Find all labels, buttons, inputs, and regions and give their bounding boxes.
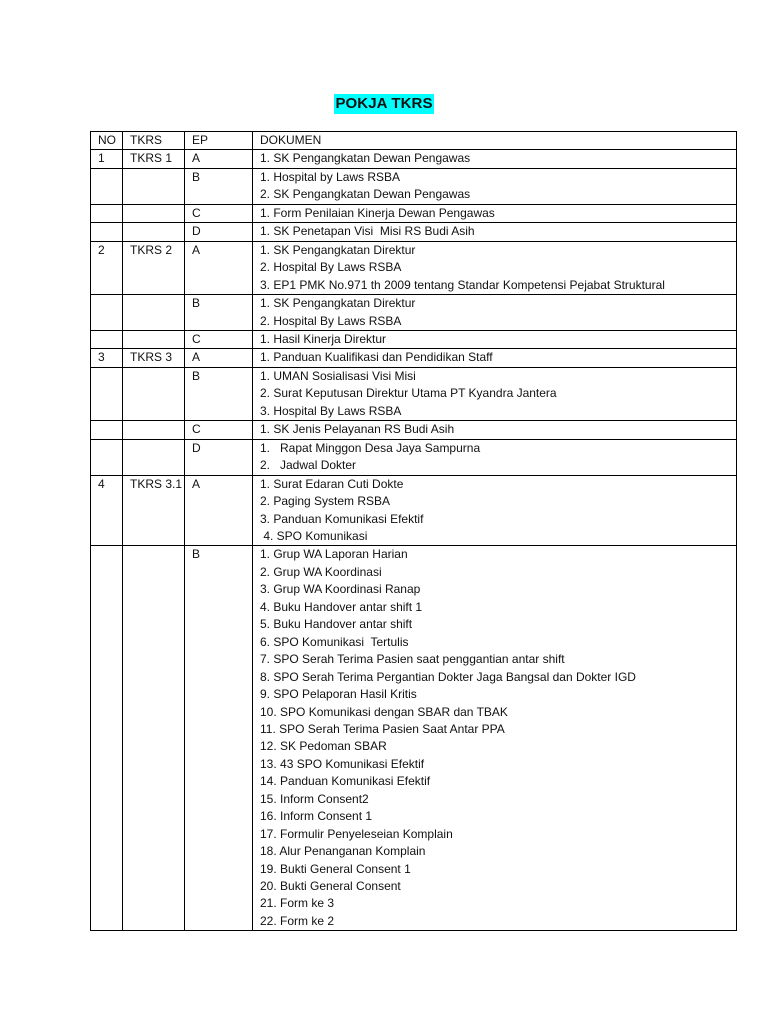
- cell-tkrs: [123, 367, 185, 420]
- document-item: 17. Formulir Penyeleseian Komplain: [260, 826, 453, 841]
- cell-no: [91, 546, 123, 931]
- cell-ep: D: [185, 439, 253, 475]
- cell-dokumen: [253, 349, 737, 367]
- cell-dokumen: [253, 241, 737, 294]
- cell-no: [91, 168, 123, 204]
- table-row: [91, 546, 737, 931]
- cell-tkrs: [123, 421, 185, 439]
- table-row: [91, 439, 737, 475]
- document-item: 3. Grup WA Koordinasi Ranap: [260, 582, 421, 597]
- cell-tkrs: [123, 439, 185, 475]
- header-no: NO: [91, 132, 123, 150]
- document-item: 2. Hospital By Laws RSBA: [260, 313, 402, 328]
- cell-tkrs: [123, 295, 185, 331]
- table-row: [91, 475, 737, 546]
- document-item: 11. SPO Serah Terima Pasien Saat Antar PPA: [260, 721, 505, 736]
- table-row: [91, 241, 737, 294]
- cell-no: [91, 295, 123, 331]
- document-item: 10. SPO Komunikasi dengan SBAR dan TBAK: [260, 704, 508, 719]
- document-item: 22. Form ke 2: [260, 913, 335, 928]
- page-title: POKJA TKRS: [335, 95, 433, 112]
- document-item: 4. SPO Komunikasi: [260, 528, 368, 543]
- document-item: 1. SK Pengangkatan Direktur: [260, 296, 416, 311]
- cell-ep: A: [185, 349, 253, 367]
- document-item: 1. Grup WA Laporan Harian: [260, 547, 408, 562]
- document-item: 1. Form Penilaian Kinerja Dewan Pengawas: [260, 205, 495, 220]
- cell-no: 1: [91, 150, 123, 168]
- document-item: 1. Panduan Kualifikasi dan Pendidikan Staff: [260, 350, 493, 365]
- table-row: [91, 421, 737, 439]
- cell-dokumen: [253, 546, 737, 931]
- document-item: 12. SK Pedoman SBAR: [260, 739, 387, 754]
- cell-ep: B: [185, 367, 253, 420]
- cell-ep: A: [185, 241, 253, 294]
- cell-tkrs: [123, 330, 185, 348]
- document-item: 8. SPO Serah Terima Pergantian Dokter Jaga Bangsal dan Dokter IGD: [260, 669, 636, 684]
- cell-dokumen: [253, 367, 737, 420]
- title-wrapper: [0, 94, 768, 114]
- document-table: [90, 131, 737, 931]
- cell-dokumen: [253, 168, 737, 204]
- table-header-row: [91, 132, 737, 150]
- document-item: 1. UMAN Sosialisasi Visi Misi: [260, 368, 416, 383]
- cell-ep: C: [185, 204, 253, 222]
- document-item: 21. Form ke 3: [260, 896, 335, 911]
- document-item: 2. SK Pengangkatan Dewan Pengawas: [260, 187, 471, 202]
- document-item: 9. SPO Pelaporan Hasil Kritis: [260, 687, 417, 702]
- cell-dokumen: [253, 223, 737, 241]
- document-item: 1. SK Pengangkatan Direktur: [260, 242, 416, 257]
- cell-no: 2: [91, 241, 123, 294]
- document-item: 2. Jadwal Dokter: [260, 458, 357, 473]
- header-ep: EP: [185, 132, 253, 150]
- document-item: 13. 43 SPO Komunikasi Efektif: [260, 756, 425, 771]
- table-row: [91, 150, 737, 168]
- cell-no: [91, 330, 123, 348]
- document-item: 2. Hospital By Laws RSBA: [260, 260, 402, 275]
- document-item: 1. Hospital by Laws RSBA: [260, 169, 401, 184]
- cell-tkrs: TKRS 3: [123, 349, 185, 367]
- cell-tkrs: [123, 223, 185, 241]
- cell-tkrs: TKRS 3.1: [123, 475, 185, 546]
- cell-tkrs: TKRS 2: [123, 241, 185, 294]
- document-item: 14. Panduan Komunikasi Efektif: [260, 774, 431, 789]
- cell-ep: B: [185, 546, 253, 931]
- cell-tkrs: [123, 204, 185, 222]
- table-row: [91, 349, 737, 367]
- cell-tkrs: TKRS 1: [123, 150, 185, 168]
- document-item: 1. Hasil Kinerja Direktur: [260, 331, 387, 346]
- cell-no: [91, 439, 123, 475]
- cell-no: [91, 204, 123, 222]
- table-row: [91, 367, 737, 420]
- document-item: 1. SK Penetapan Visi Misi RS Budi Asih: [260, 224, 475, 239]
- header-tkrs: TKRS: [123, 132, 185, 150]
- document-item: 15. Inform Consent2: [260, 791, 369, 806]
- document-item: 1. SK Jenis Pelayanan RS Budi Asih: [260, 422, 455, 437]
- document-item: 3. Hospital By Laws RSBA: [260, 403, 402, 418]
- cell-dokumen: [253, 439, 737, 475]
- document-item: 19. Bukti General Consent 1: [260, 861, 411, 876]
- document-item: 18. Alur Penanganan Komplain: [260, 844, 426, 859]
- cell-tkrs: [123, 168, 185, 204]
- cell-dokumen: [253, 295, 737, 331]
- document-item: 4. Buku Handover antar shift 1: [260, 599, 423, 614]
- cell-no: [91, 421, 123, 439]
- document-item: 16. Inform Consent 1: [260, 809, 373, 824]
- cell-dokumen: [253, 204, 737, 222]
- document-item: 7. SPO Serah Terima Pasien saat penggantian antar shift: [260, 652, 565, 667]
- document-item: 1. Surat Edaran Cuti Dokte: [260, 476, 404, 491]
- cell-no: 4: [91, 475, 123, 546]
- cell-dokumen: [253, 330, 737, 348]
- document-item: 3. Panduan Komunikasi Efektif: [260, 511, 424, 526]
- table-row: [91, 168, 737, 204]
- document-item: 3. EP1 PMK No.971 th 2009 tentang Standar Kompetensi Pejabat Struktural: [260, 277, 665, 292]
- document-item: 6. SPO Komunikasi Tertulis: [260, 634, 409, 649]
- cell-no: 3: [91, 349, 123, 367]
- document-item: 2. Grup WA Koordinasi: [260, 564, 382, 579]
- document-item: 1. SK Pengangkatan Dewan Pengawas: [260, 151, 471, 166]
- table-row: [91, 223, 737, 241]
- cell-ep: A: [185, 150, 253, 168]
- cell-tkrs: [123, 546, 185, 931]
- cell-ep: C: [185, 330, 253, 348]
- cell-ep: B: [185, 168, 253, 204]
- table-row: [91, 204, 737, 222]
- document-item: 2. Paging System RSBA: [260, 494, 391, 509]
- cell-ep: B: [185, 295, 253, 331]
- cell-dokumen: [253, 421, 737, 439]
- cell-no: [91, 367, 123, 420]
- cell-ep: A: [185, 475, 253, 546]
- cell-ep: C: [185, 421, 253, 439]
- cell-no: [91, 223, 123, 241]
- cell-dokumen: [253, 475, 737, 546]
- document-item: 5. Buku Handover antar shift: [260, 617, 413, 632]
- header-dokumen: DOKUMEN: [253, 132, 737, 150]
- document-item: 20. Bukti General Consent: [260, 879, 401, 894]
- table-row: [91, 295, 737, 331]
- document-item: 1. Rapat Minggon Desa Jaya Sampurna: [260, 440, 481, 455]
- cell-dokumen: [253, 150, 737, 168]
- table-row: [91, 330, 737, 348]
- document-item: 2. Surat Keputusan Direktur Utama PT Kyandra Jantera: [260, 386, 557, 401]
- cell-ep: D: [185, 223, 253, 241]
